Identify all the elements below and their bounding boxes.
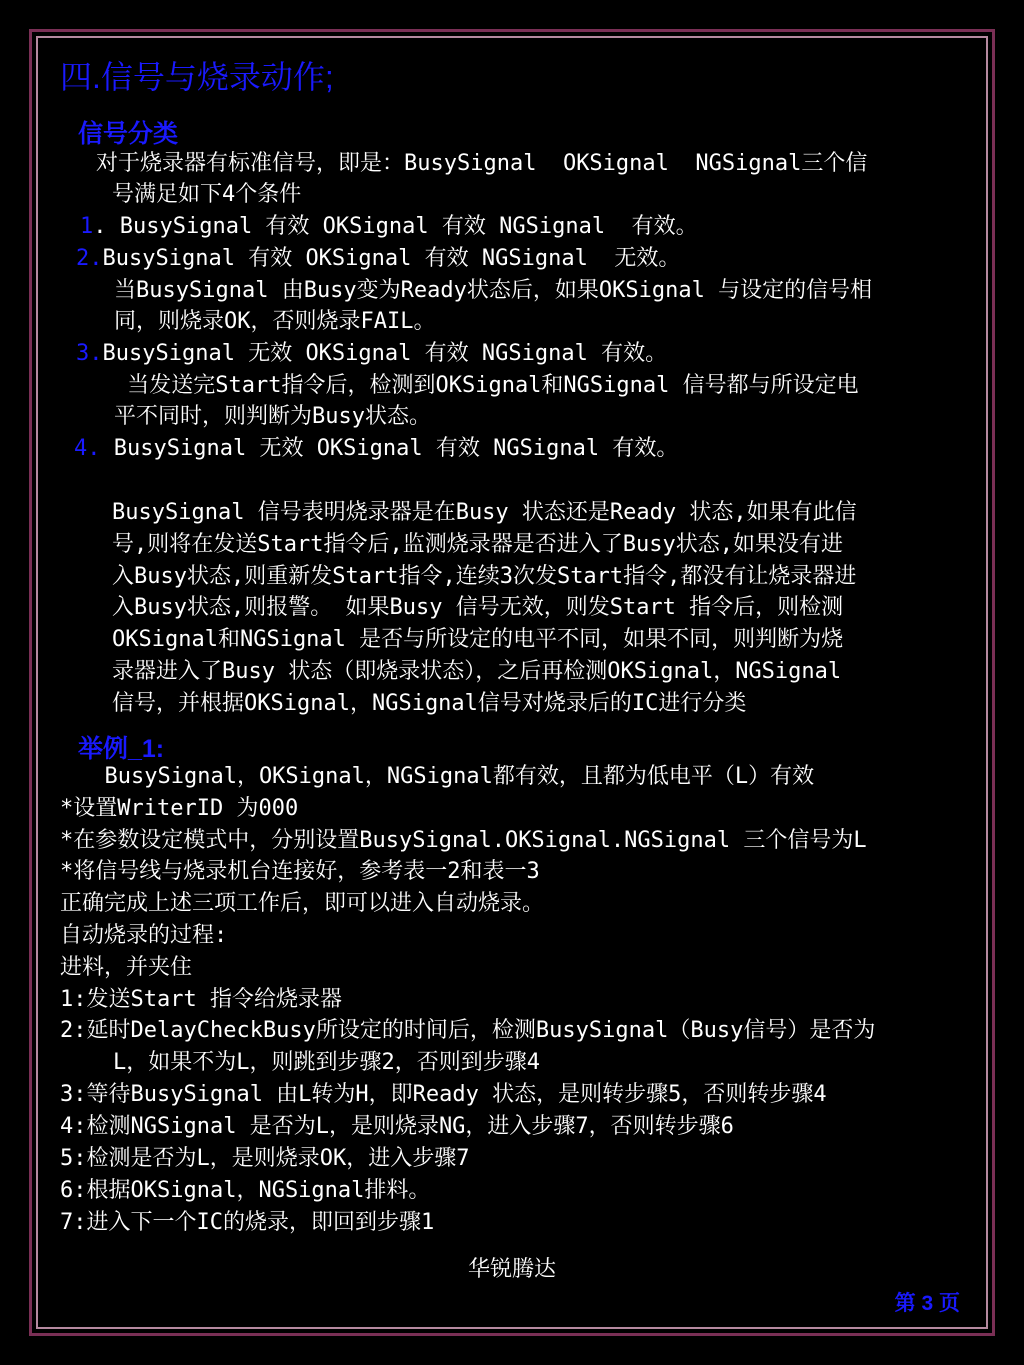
step-4: 4:检测NGSignal 是否为L，是则烧录NG，进入步骤7，否则转步骤6 (60, 1114, 734, 1139)
condition-3-note-line-2: 平不同时，则判断为Busy状态。 (114, 404, 431, 429)
condition-2 (76, 246, 680, 272)
example-line-3: *在参数设定模式中，分别设置BusySignal.OKSignal.NGSignal 三个信号为L (60, 828, 867, 853)
condition-3 (76, 341, 667, 367)
intro-line-1: 对于烧录器有标准信号，即是：BusySignal OKSignal NGSignal三个信 (96, 151, 868, 176)
step-2: 2:延时DelayCheckBusy所设定的时间后，检测BusySignal（Busy信号）是否为 (60, 1018, 876, 1043)
example-line-7: 进料，并夹住 (60, 955, 193, 980)
condition-3-note-line-1: 当发送完Start指令后，检测到OKSignal和NGSignal 信号都与所设定电 (114, 373, 859, 398)
step-1: 1:发送Start 指令给烧录器 (60, 987, 342, 1012)
page-title: 四.信号与烧录动作; (60, 59, 334, 95)
condition-4 (74, 436, 678, 462)
step-5: 5:检测是否为L，是则烧录OK，进入步骤7 (60, 1146, 470, 1171)
example-heading: 举例_1: (78, 735, 165, 763)
condition-3-text: BusySignal 无效 OKSignal 有效 NGSignal 有效。 (102, 341, 668, 366)
example-line-2: *设置WriterID 为000 (60, 796, 299, 821)
description-line-1: BusySignal 信号表明烧录器是在Busy 状态还是Ready 状态,如果有此信 (112, 500, 857, 525)
step-7: 7:进入下一个IC的烧录，即回到步骤1 (60, 1210, 435, 1235)
description-line-2: 号,则将在发送Start指令后,监测烧录器是否进入了Busy状态,如果没有进 (112, 532, 843, 557)
example-line-5: 正确完成上述三项工作后，即可以进入自动烧录。 (60, 891, 545, 916)
condition-4-text: BusySignal 无效 OKSignal 有效 NGSignal 有效。 (113, 436, 679, 461)
step-6: 6:根据OKSignal，NGSignal排料。 (60, 1178, 431, 1203)
condition-4-number: 4. (74, 436, 101, 461)
condition-1-text: . BusySignal 有效 OKSignal 有效 NGSignal 有效。 (93, 214, 698, 239)
step-3: 3:等待BusySignal 由L转为H，即Ready 状态，是则转步骤5，否则转步骤4 (60, 1082, 827, 1107)
footer-company-name: 华锐腾达 (467, 1257, 556, 1282)
intro-line-2: 号满足如下4个条件 (112, 182, 302, 207)
page-number: 第 3 页 (894, 1292, 960, 1315)
condition-2-note-line-2: 同，则烧录OK，否则烧录FAIL。 (114, 309, 436, 334)
condition-1-number: 1 (80, 214, 94, 239)
condition-3-number: 3. (76, 341, 103, 366)
condition-2-number: 2. (76, 246, 103, 271)
description-line-6: 录器进入了Busy 状态（即烧录状态），之后再检测OKSignal，NGSignal (112, 659, 842, 684)
description-line-4: 入Busy状态,则报警。 如果Busy 信号无效，则发Start 指令后，则检测 (112, 595, 844, 620)
condition-2-text: BusySignal 有效 OKSignal 有效 NGSignal 无效。 (102, 246, 681, 271)
condition-1 (80, 214, 698, 240)
condition-2-note-line-1: 当BusySignal 由Busy变为Ready状态后，如果OKSignal 与设定的信号相 (114, 278, 873, 303)
description-line-5: OKSignal和NGSignal 是否与所设定的电平不同，如果不同，则判断为烧 (112, 627, 844, 652)
description-line-3: 入Busy状态,则重新发Start指令,连续3次发Start指令,都没有让烧录器进 (112, 564, 857, 589)
section-heading-signal-classification: 信号分类 (78, 120, 179, 148)
example-line-4: *将信号线与烧录机台连接好，参考表一2和表一3 (60, 859, 540, 884)
example-line-1: BusySignal，OKSignal，NGSignal都有效，且都为低电平（L）有效 (78, 764, 815, 789)
description-line-7: 信号，并根据OKSignal，NGSignal信号对烧录后的IC进行分类 (112, 691, 747, 716)
step-2-continued: L，如果不为L，则跳到步骤2，否则到步骤4 (60, 1050, 540, 1075)
example-line-6: 自动烧录的过程: (60, 923, 228, 948)
